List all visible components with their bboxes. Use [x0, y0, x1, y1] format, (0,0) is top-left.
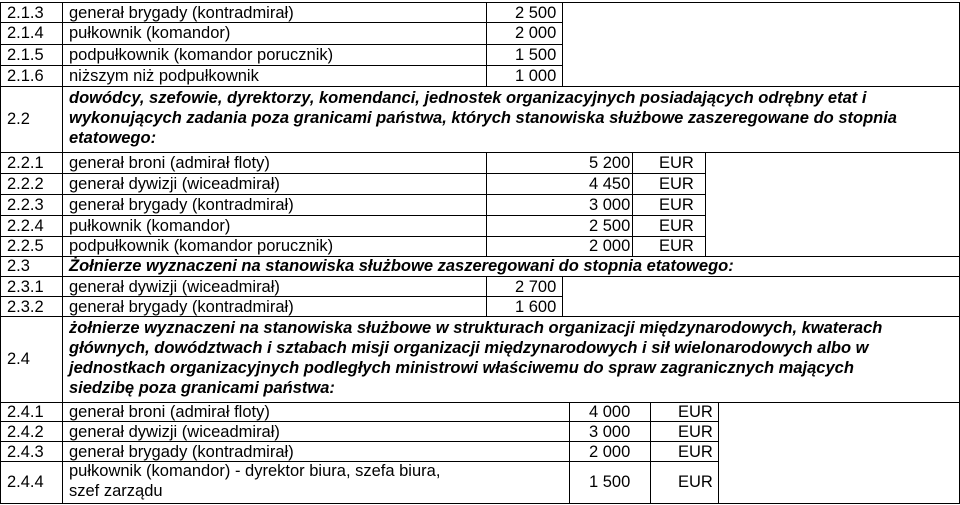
row-number: 2.4.3: [7, 443, 44, 461]
amount-value: 1 500: [515, 46, 557, 64]
section-heading-line: jednostkach organizacyjnych podległych ministrowi właściwemu do spraw zagranicznych mających: [69, 359, 854, 377]
row-number: 2.4.2: [7, 423, 44, 441]
rank-name-continued: szef zarządu: [69, 482, 163, 500]
section-number: 2.3: [7, 257, 30, 275]
rank-name: pułkownik (komandor): [69, 217, 231, 235]
rank-name: generał brygady (kontradmirał): [69, 196, 294, 214]
section-heading-line: głównych, dowództwach i sztabach misji organizacji międzynarodowych i sił wielonarodowych albo w: [69, 339, 869, 357]
rank-name: generał broni (admirał floty): [69, 154, 270, 172]
section-number: 2.4: [7, 350, 30, 368]
rank-name: generał dywizji (wiceadmirał): [69, 278, 280, 296]
section-heading-line: dowódcy, szefowie, dyrektorzy, komendanci, jednostek organizacyjnych posiadających odrębny etat i: [69, 89, 867, 107]
rank-name: niższym niż podpułkownik: [69, 67, 259, 85]
currency-label: EUR: [659, 217, 694, 235]
section-heading: Żołnierze wyznaczeni na stanowiska służbowe zaszeregowani do stopnia etatowego:: [69, 257, 734, 275]
rank-name: podpułkownik (komandor porucznik): [69, 46, 334, 64]
amount-value: 1 500: [589, 473, 631, 491]
rank-name: generał brygady (kontradmirał): [69, 443, 294, 461]
rank-name: generał dywizji (wiceadmirał): [69, 423, 280, 441]
amount-value: 1 600: [515, 298, 557, 316]
section-heading: [69, 88, 897, 148]
amount-value: 2 500: [515, 4, 557, 22]
amount-value: 4 000: [589, 403, 631, 421]
rank-name: generał brygady (kontradmirał): [69, 4, 294, 22]
row-number: 2.2.1: [7, 154, 44, 172]
rank-name: generał broni (admirał floty): [69, 403, 270, 421]
rank-name: pułkownik (komandor): [69, 24, 231, 42]
row-number: 2.4.1: [7, 403, 44, 421]
row-number: 2.2.5: [7, 237, 44, 255]
row-number: 2.2.4: [7, 217, 44, 235]
row-number: 2.2.2: [7, 175, 44, 193]
row-number: 2.1.5: [7, 46, 44, 64]
row-number: 2.1.4: [7, 24, 44, 42]
amount-value: 2 000: [589, 237, 631, 255]
section-heading: [69, 318, 882, 398]
amount-value: 2 000: [515, 24, 557, 42]
section-heading-line: siedzibę poza granicami państwa:: [69, 379, 335, 397]
currency-label: EUR: [678, 443, 713, 461]
currency-label: EUR: [659, 196, 694, 214]
rank-name: generał brygady (kontradmirał): [69, 298, 294, 316]
row-number: 2.2.3: [7, 196, 44, 214]
amount-value: 3 000: [589, 196, 631, 214]
section-heading-line: żołnierze wyznaczeni na stanowiska służbowe w strukturach organizacji międzynarodowych, kwaterach: [69, 319, 883, 337]
row-number: 2.3.1: [7, 278, 44, 296]
amount-value: 2 000: [589, 443, 631, 461]
currency-label: EUR: [678, 403, 713, 421]
rank-name: podpułkownik (komandor porucznik): [69, 237, 334, 255]
section-heading-line: etatowego:: [69, 129, 157, 147]
section-number: 2.2: [7, 110, 30, 128]
amount-value: 5 200: [589, 154, 631, 172]
rank-name: pułkownik (komandor) - dyrektor biura, szefa biura,: [69, 462, 441, 480]
currency-label: EUR: [659, 154, 694, 172]
amount-value: 2 700: [515, 278, 557, 296]
row-number: 2.4.4: [7, 473, 44, 491]
currency-label: EUR: [678, 423, 713, 441]
amount-value: 4 450: [589, 175, 631, 193]
row-number: 2.1.6: [7, 67, 44, 85]
section-heading-line: wykonujących zadania poza granicami państwa, których stanowiska służbowe zaszeregowane do stopnia: [69, 109, 897, 127]
row-number: 2.3.2: [7, 298, 44, 316]
amount-value: 2 500: [589, 217, 631, 235]
currency-label: EUR: [659, 237, 694, 255]
currency-label: EUR: [678, 473, 713, 491]
currency-label: EUR: [659, 175, 694, 193]
amount-value: 1 000: [515, 67, 557, 85]
rank-name: generał dywizji (wiceadmirał): [69, 175, 280, 193]
amount-value: 3 000: [589, 423, 631, 441]
row-number: 2.1.3: [7, 4, 44, 22]
